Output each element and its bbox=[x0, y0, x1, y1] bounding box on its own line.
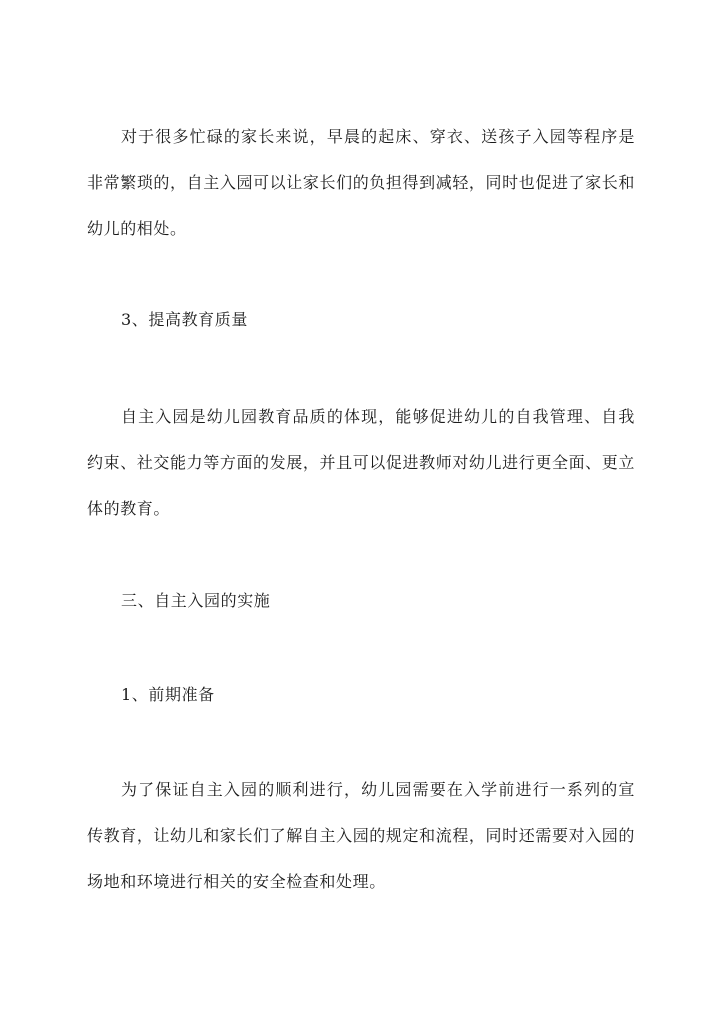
paragraph-education-quality: 自主入园是幼儿园教育品质的体现，能够促进幼儿的自我管理、自我约束、社交能力等方面的发展，并且可以促进教师对幼儿进行更全面、更立体的教育。 bbox=[87, 407, 635, 518]
subheading-education-quality: 3、提高教育质量 bbox=[121, 310, 248, 329]
paragraph-parent-burden: 对于很多忙碌的家长来说，早晨的起床、穿衣、送孩子入园等程序是非常繁琐的，自主入园可以让家长们的负担得到减轻，同时也促进了家长和幼儿的相处。 bbox=[87, 127, 635, 238]
subheading-preparation: 1、前期准备 bbox=[121, 685, 215, 704]
paragraph-preparation: 为了保证自主入园的顺利进行，幼儿园需要在入学前进行一系列的宣传教育，让幼儿和家长们了解自主入园的规定和流程，同时还需要对入园的场地和环境进行相关的安全检查和处理。 bbox=[87, 780, 635, 891]
section-heading-implementation: 三、自主入园的实施 bbox=[121, 591, 271, 610]
